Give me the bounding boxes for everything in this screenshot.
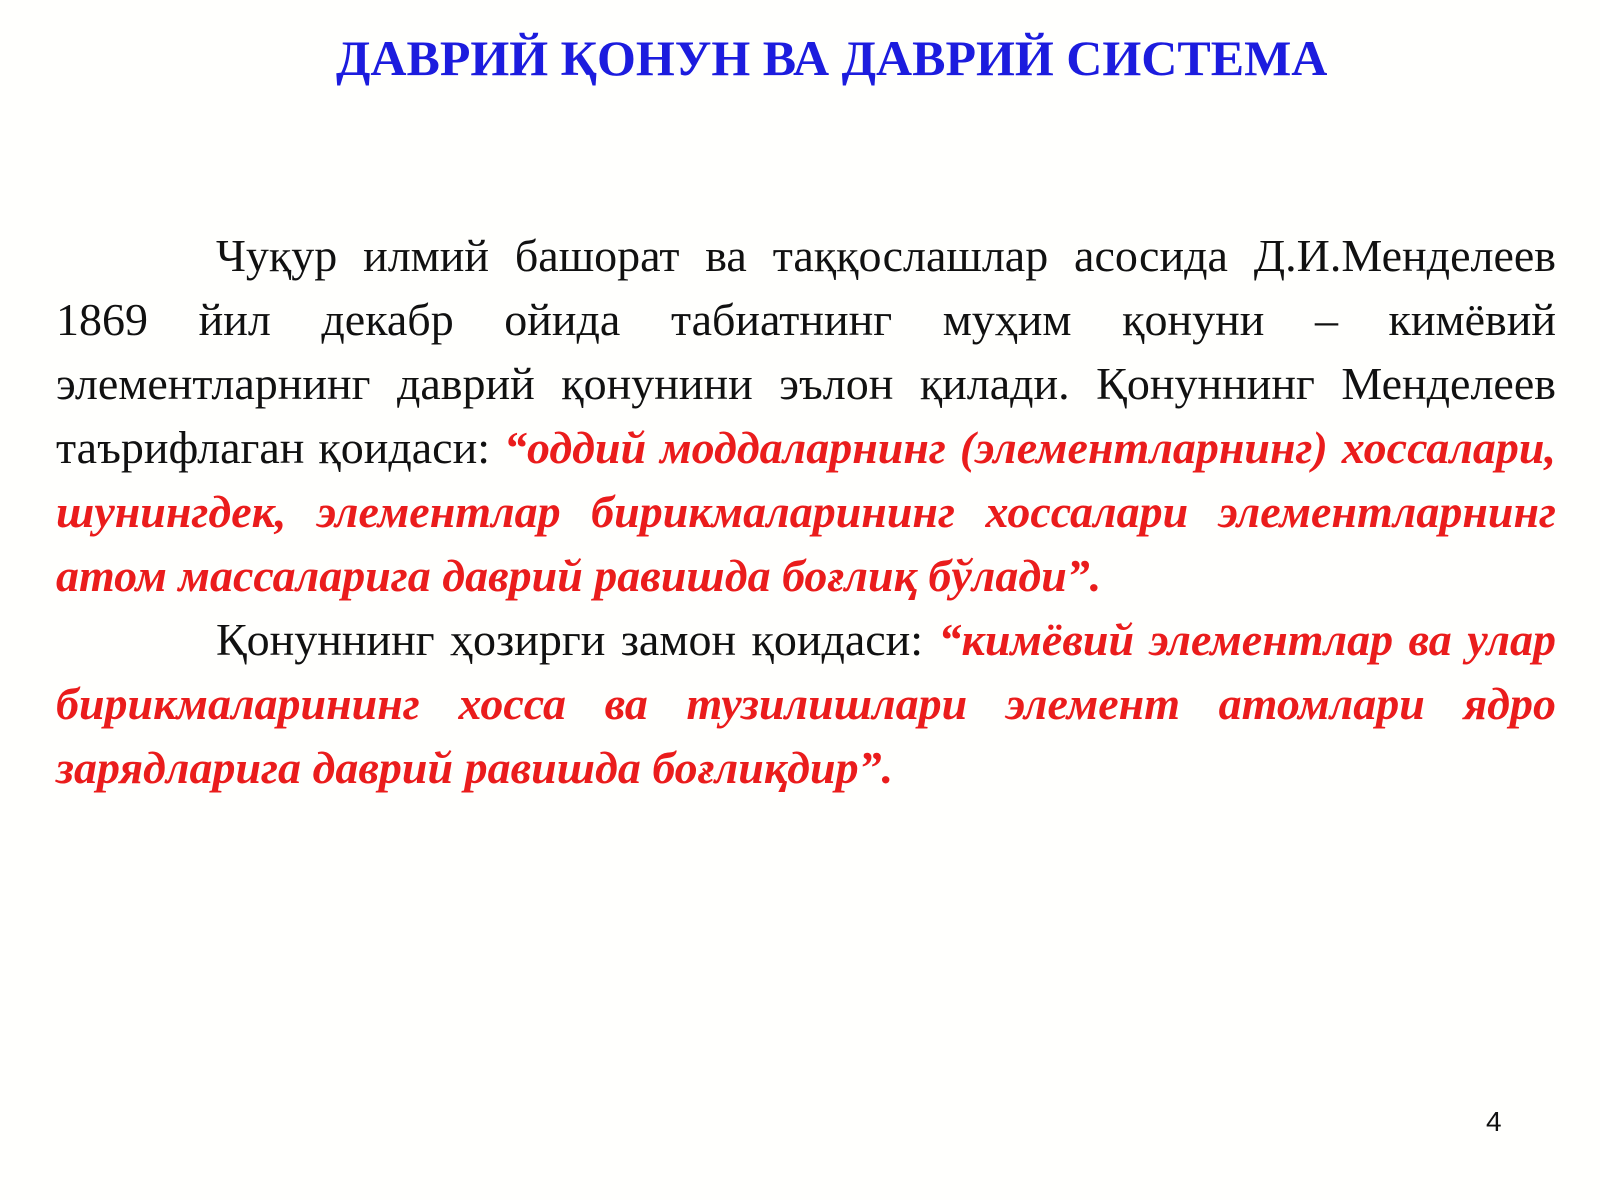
slide-body	[56, 224, 1556, 800]
modern-law-quote: “кимёвий элементлар ва улар бирикмаларининг хосса ва тузилишлари элемент атомлари ядро зарядларига даврий равишда боғлиқдир”.	[56, 614, 1557, 793]
slide-title: ДАВРИЙ ҚОНУН ВА ДАВРИЙ СИСТЕМА	[336, 30, 1328, 86]
paragraph-modern-definition	[56, 608, 1556, 800]
paragraph-modern-text: Қонуннинг ҳозирги замон қоидаси:	[216, 614, 939, 665]
paragraph-mendeleev-definition	[56, 224, 1556, 608]
paragraph-mendeleev-text: Чуқур илмий башорат ва таққослашлар асосида Д.И.Менделеев 1869 йил декабр ойида табиатнинг муҳим қонуни – кимёвий элементларнинг даврий қонунини эълон қилади. Қонуннинг Менделеев таърифлаган қоидаси:	[56, 230, 1556, 473]
mendeleev-law-quote: “оддий моддаларнинг (элементларнинг) хоссалари, шунингдек, элементлар бирикмаларининг хоссалари элементларнинг атом массаларига даврий равишда боғлиқ бўлади”.	[56, 422, 1556, 601]
page-number: 4	[1486, 1106, 1502, 1137]
